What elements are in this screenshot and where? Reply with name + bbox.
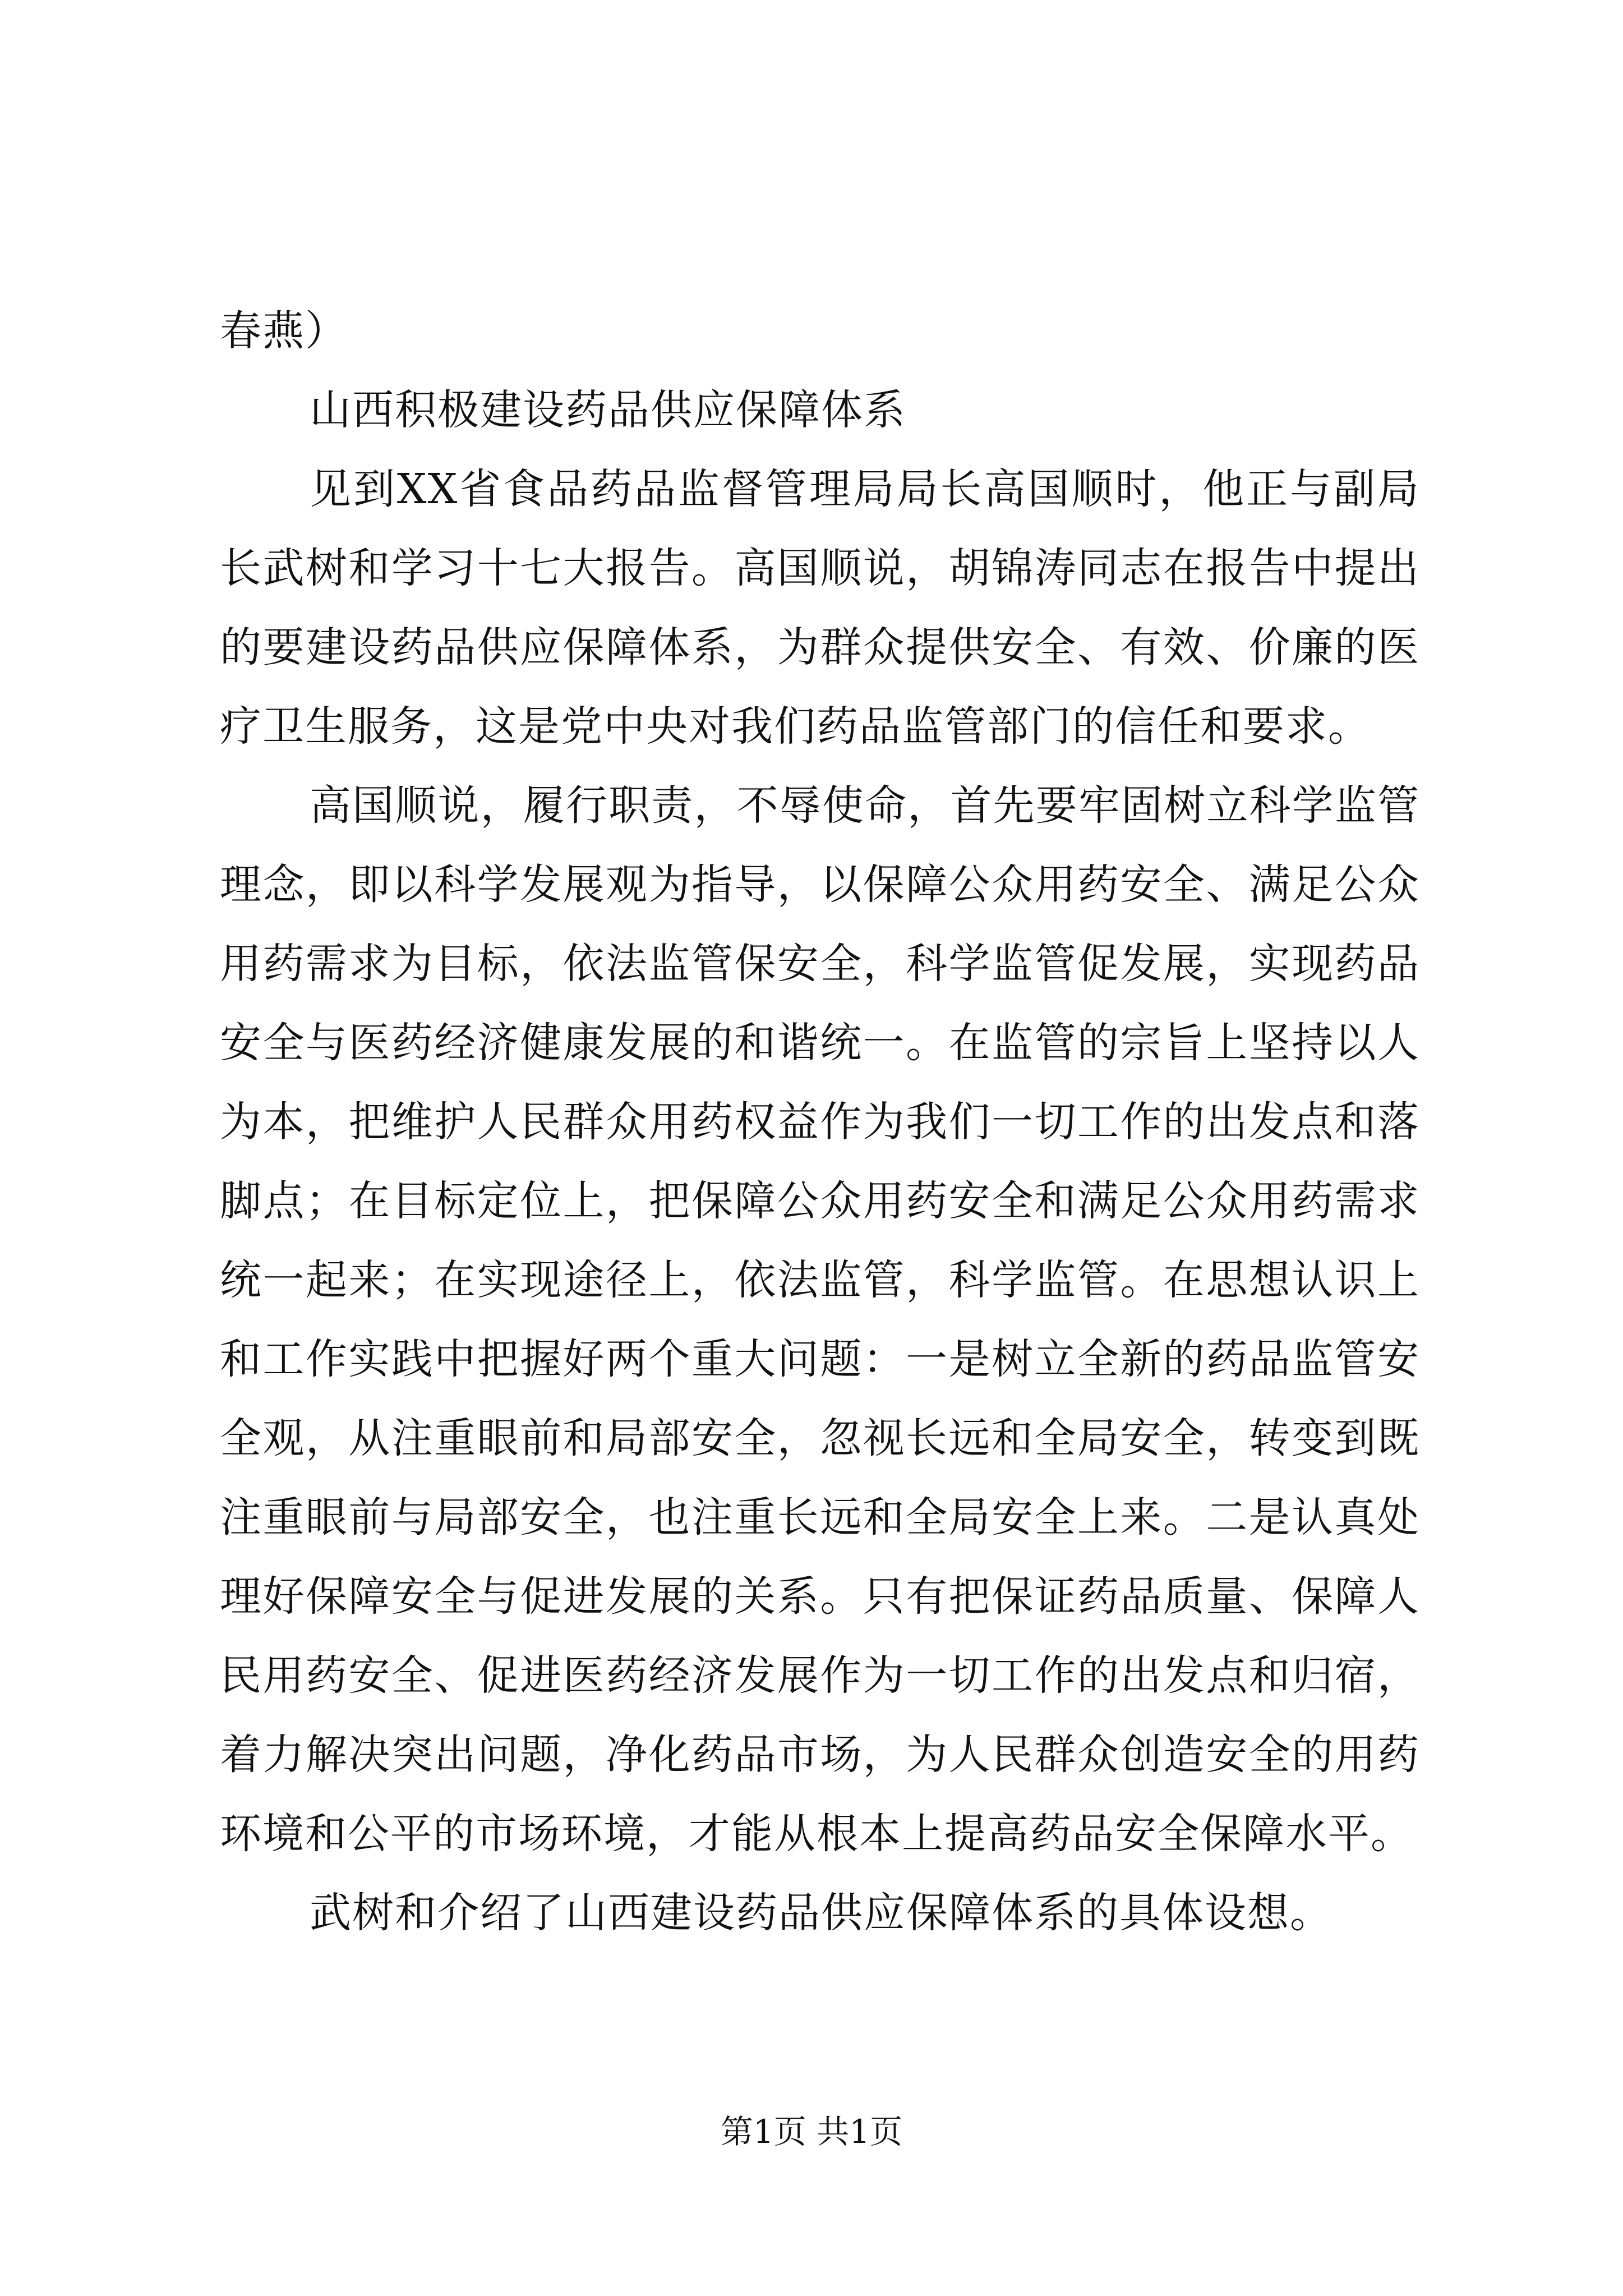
- paragraph-2: 高国顺说，履行职责，不辱使命，首先要牢固树立科学监管理念，即以科学发展观为指导，以保障公众用药安全、满足公众用药需求为目标，依法监管保安全，科学监管促发展，实现药品安全与医药经济健康发展的和谐统一。在监管的宗旨上坚持以人为本，把维护人民群众用药权益作为我们一切工作的出发点和落脚点；在目标定位上，把保障公众用药安全和满足公众用药需求统一起来；在实现途径上，依法监管，科学监管。在思想认识上和工作实践中把握好两个重大问题：一是树立全新的药品监管安全观，从注重眼前和局部安全，忽视长远和全局安全，转变到既注重眼前与局部安全，也注重长远和全局安全上来。二是认真处理好保障安全与促进发展的关系。只有把保证药品质量、保障人民用药安全、促进医药经济发展作为一切工作的出发点和归宿，着力解决突出问题，净化药品市场，为人民群众创造安全的用药环境和公平的市场环境，才能从根本上提高药品安全保障水平。: [220, 781, 1420, 1858]
- article-title: 山西积极建设药品供应保障体系: [310, 386, 906, 434]
- paragraph-1: 见到XX省食品药品监督管理局局长高国顺时，他正与副局长武树和学习十七大报告。高国顺说，胡锦涛同志在报告中提出的要建设药品供应保障体系，为群众提供安全、有效、价廉的医疗卫生服务，这是党中央对我们药品监管部门的信任和要求。: [220, 465, 1420, 751]
- document-body: [220, 292, 1420, 1953]
- page-footer: 第1页 共1页: [720, 2113, 903, 2151]
- continuation-text: 春燕）: [220, 307, 348, 355]
- paragraph-3: 武树和介绍了山西建设药品供应保障体系的具体设想。: [310, 1889, 1332, 1937]
